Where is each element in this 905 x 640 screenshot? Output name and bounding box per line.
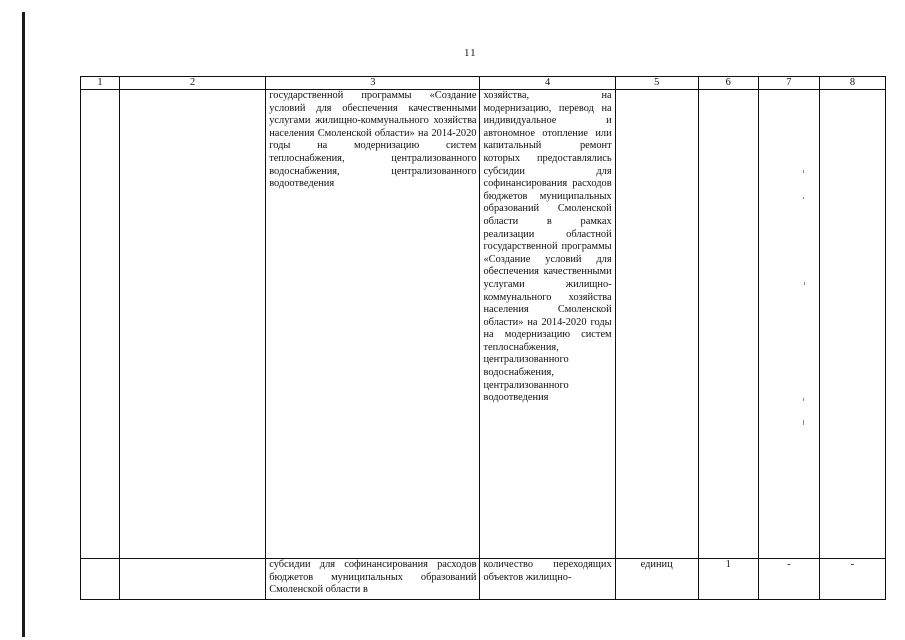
scan-speck	[803, 420, 804, 425]
column-header-7: 7	[758, 77, 819, 90]
scan-speck	[804, 282, 805, 285]
column-header-4: 4	[480, 77, 615, 90]
cell-col1	[81, 559, 120, 600]
table-row	[81, 559, 886, 600]
column-header-3: 3	[266, 77, 480, 90]
cell-unit: единиц	[615, 559, 698, 600]
cell-description: субсидии для софинансирования расходов бюджетов муниципальных образований Смоленской области в	[266, 559, 480, 600]
cell-value-6: 1	[698, 559, 758, 600]
cell-value-7: -	[758, 559, 819, 600]
cell-value-8: -	[819, 559, 885, 600]
table-header-row	[81, 77, 886, 90]
page-number: 11	[464, 47, 477, 59]
cell-indicator: хозяйства, на модернизацию, перевод на индивидуальное и автономное отопление или капитальный ремонт которых предоставлялись субсидии для софинансирования расходов бюджетов муниципальных образований Смоленской области в рамках реализации областной государственной программы «Создание условий для обеспечения качественными услугами жилищно-коммунального хозяйства населения Смоленской области» на 2014-2020 годы на модернизацию систем теплоснабжения, централизованного водоснабжения, централизованного водоотведения	[480, 90, 615, 559]
column-header-1: 1	[81, 77, 120, 90]
column-header-8: 8	[819, 77, 885, 90]
scan-speck	[803, 398, 804, 401]
cell-col1	[81, 90, 120, 559]
cell-description: государственной программы «Создание условий для обеспечения качественными услугами жилищно-коммунального хозяйства населения Смоленской области» на 2014-2020 годы на модернизацию систем теплоснабжения, централизованного водоснабжения, централизованного водоотведения	[266, 90, 480, 559]
document-table	[80, 76, 886, 600]
cell-col2	[120, 559, 266, 600]
cell-unit	[615, 90, 698, 559]
column-header-2: 2	[120, 77, 266, 90]
left-margin-rule	[22, 12, 25, 637]
cell-value-8	[819, 90, 885, 559]
cell-indicator: количество переходящих объектов жилищно-	[480, 559, 615, 600]
cell-value-7	[758, 90, 819, 559]
scan-speck	[803, 197, 804, 199]
scan-speck	[803, 170, 804, 173]
cell-value-6	[698, 90, 758, 559]
cell-col2	[120, 90, 266, 559]
column-header-5: 5	[615, 77, 698, 90]
table-row	[81, 90, 886, 559]
column-header-6: 6	[698, 77, 758, 90]
